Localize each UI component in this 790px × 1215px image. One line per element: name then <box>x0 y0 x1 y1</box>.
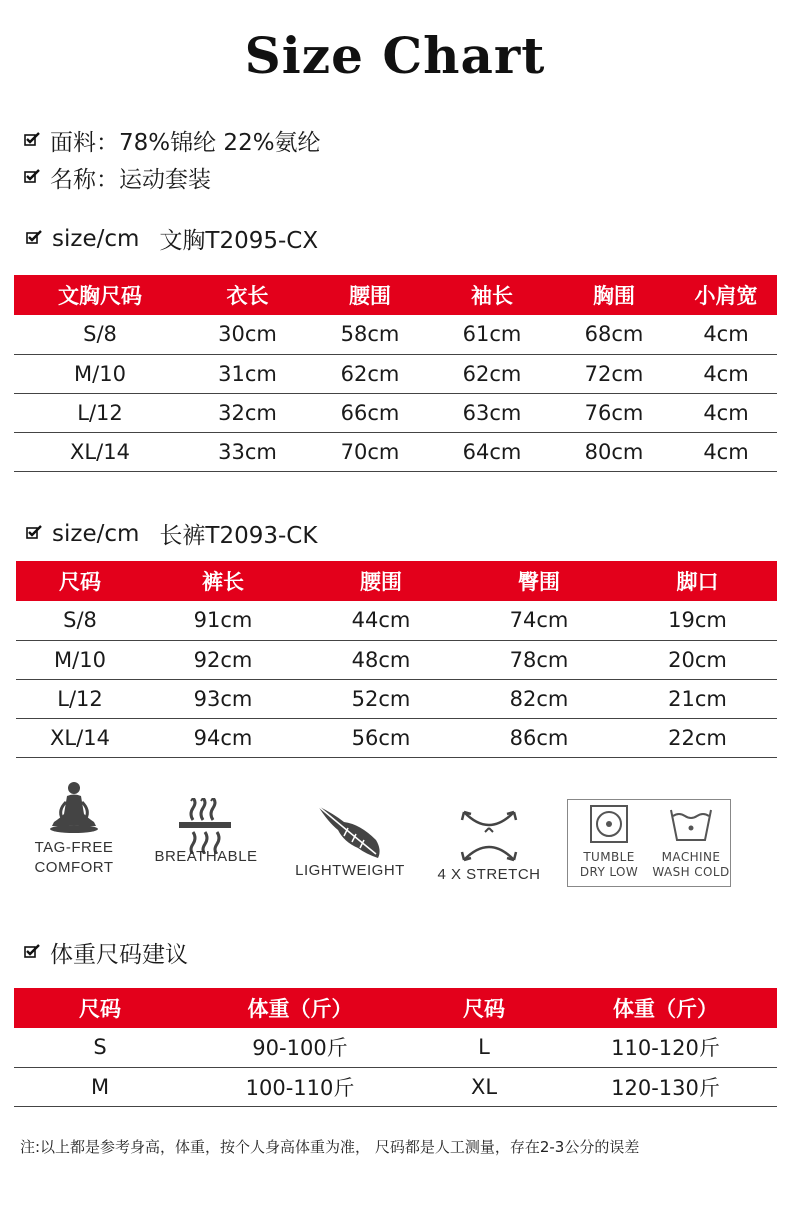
table-cell: 66cm <box>309 393 431 432</box>
stretch-feature <box>428 780 550 883</box>
table-cell: L <box>414 1028 554 1067</box>
check-icon <box>24 944 44 962</box>
column-header: 尺码 <box>16 561 144 601</box>
table-header-row <box>14 988 777 1028</box>
check-icon <box>24 132 44 150</box>
feather-icon <box>292 804 408 860</box>
table-cell: 22cm <box>618 718 777 757</box>
pants-unit: size/cm <box>52 520 140 547</box>
table-cell: 61cm <box>431 315 553 354</box>
table-cell: 100-110斤 <box>186 1067 414 1106</box>
table-cell: 48cm <box>302 640 460 679</box>
table-cell: 4cm <box>675 432 777 471</box>
table-cell: 63cm <box>431 393 553 432</box>
table-cell: 19cm <box>618 601 777 640</box>
table-cell: 110-120斤 <box>554 1028 777 1067</box>
table-cell: XL/14 <box>14 432 186 471</box>
column-header: 裤长 <box>144 561 302 601</box>
table-cell: 4cm <box>675 393 777 432</box>
table-cell: 64cm <box>431 432 553 471</box>
table-cell: 62cm <box>309 354 431 393</box>
table-cell: 92cm <box>144 640 302 679</box>
table-row <box>14 1067 777 1106</box>
footnote: 注:以上都是参考身高，体重，按个人身高体重为准， 尺码都是人工测量，存在2-3公分的误差 <box>20 1138 640 1156</box>
table-cell: 120-130斤 <box>554 1067 777 1106</box>
column-header: 尺码 <box>14 988 186 1028</box>
column-header: 衣长 <box>186 275 309 315</box>
table-cell: M/10 <box>14 354 186 393</box>
table-cell: 30cm <box>186 315 309 354</box>
table-cell: 33cm <box>186 432 309 471</box>
lightweight-feature <box>292 780 408 879</box>
check-icon <box>26 230 46 248</box>
table-cell: 4cm <box>675 354 777 393</box>
table-cell: 4cm <box>675 315 777 354</box>
table-row <box>14 1028 777 1067</box>
breathable-icon <box>146 798 266 854</box>
fabric-text: 面料：78%锦纶 22%氨纶 <box>50 130 321 156</box>
tagfree-label-1: TAG-FREE <box>34 839 114 856</box>
column-header: 尺码 <box>414 988 554 1028</box>
table-cell: 56cm <box>302 718 460 757</box>
table-cell: 86cm <box>460 718 618 757</box>
stretch-label: 4 X STRETCH <box>437 866 541 883</box>
table-cell: L/12 <box>16 679 144 718</box>
weight-heading-text: 体重尺码建议 <box>50 942 188 968</box>
column-header: 胸围 <box>553 275 675 315</box>
weight-size-table <box>14 988 777 1107</box>
table-row <box>16 718 777 757</box>
table-cell: 58cm <box>309 315 431 354</box>
table-cell: 76cm <box>553 393 675 432</box>
feature-icons-row <box>14 780 776 890</box>
wash-label-2: WASH COLD <box>652 865 730 879</box>
page-title: Size Chart <box>244 26 546 85</box>
table-cell: XL <box>414 1067 554 1106</box>
tagfree-label-2: COMFORT <box>34 859 114 876</box>
tag-free-feature <box>14 780 134 878</box>
weight-section-heading <box>24 936 188 969</box>
table-cell: 44cm <box>302 601 460 640</box>
table-cell: 68cm <box>553 315 675 354</box>
check-icon <box>24 169 44 187</box>
table-cell: 82cm <box>460 679 618 718</box>
bra-size-table <box>14 275 777 472</box>
table-cell: 72cm <box>553 354 675 393</box>
table-header-row <box>14 275 777 315</box>
tumble-dry-item <box>568 804 650 880</box>
table-row <box>14 393 777 432</box>
table-cell: S/8 <box>16 601 144 640</box>
bra-unit: size/cm <box>52 225 140 252</box>
column-header: 脚口 <box>618 561 777 601</box>
breathable-label: BREATHABLE <box>154 848 258 865</box>
table-cell: 80cm <box>553 432 675 471</box>
tumble-label-1: TUMBLE <box>583 850 635 864</box>
column-header: 腰围 <box>309 275 431 315</box>
table-cell: 31cm <box>186 354 309 393</box>
table-cell: 90-100斤 <box>186 1028 414 1067</box>
table-row <box>14 432 777 471</box>
table-cell: S <box>14 1028 186 1067</box>
column-header: 袖长 <box>431 275 553 315</box>
bra-section-heading <box>26 222 318 255</box>
care-instructions-box <box>567 799 731 887</box>
table-cell: 52cm <box>302 679 460 718</box>
pants-code: 长裤T2093-CK <box>159 523 318 549</box>
table-row <box>14 354 777 393</box>
table-cell: 21cm <box>618 679 777 718</box>
table-cell: 32cm <box>186 393 309 432</box>
table-cell: M/10 <box>16 640 144 679</box>
wash-label-1: MACHINE <box>661 850 721 864</box>
check-icon <box>26 525 46 543</box>
table-cell: 91cm <box>144 601 302 640</box>
lightweight-label: LIGHTWEIGHT <box>295 862 405 879</box>
table-header-row <box>16 561 777 601</box>
column-header: 体重（斤） <box>554 988 777 1028</box>
pants-size-table <box>16 561 777 758</box>
tumble-dry-icon <box>568 804 650 844</box>
table-cell: L/12 <box>14 393 186 432</box>
table-row <box>16 601 777 640</box>
table-cell: XL/14 <box>16 718 144 757</box>
fabric-line <box>24 124 321 157</box>
column-header: 文胸尺码 <box>14 275 186 315</box>
wash-cold-item <box>650 804 732 880</box>
table-cell: 74cm <box>460 601 618 640</box>
column-header: 体重（斤） <box>186 988 414 1028</box>
wash-cold-icon <box>650 804 732 844</box>
name-text: 名称：运动套装 <box>50 167 211 193</box>
tumble-label-2: DRY LOW <box>579 865 639 879</box>
table-cell: S/8 <box>14 315 186 354</box>
table-row <box>16 640 777 679</box>
table-cell: 20cm <box>618 640 777 679</box>
stretch-arrows-icon <box>428 806 550 866</box>
meditation-icon <box>14 780 134 836</box>
column-header: 小肩宽 <box>675 275 777 315</box>
table-cell: 62cm <box>431 354 553 393</box>
breathable-feature <box>146 780 266 865</box>
table-row <box>16 679 777 718</box>
table-cell: 93cm <box>144 679 302 718</box>
table-cell: 78cm <box>460 640 618 679</box>
table-row <box>14 315 777 354</box>
bra-code: 文胸T2095-CX <box>159 228 319 254</box>
pants-section-heading <box>26 517 317 550</box>
column-header: 臀围 <box>460 561 618 601</box>
table-cell: M <box>14 1067 186 1106</box>
name-line <box>24 161 211 194</box>
table-cell: 94cm <box>144 718 302 757</box>
table-cell: 70cm <box>309 432 431 471</box>
column-header: 腰围 <box>302 561 460 601</box>
